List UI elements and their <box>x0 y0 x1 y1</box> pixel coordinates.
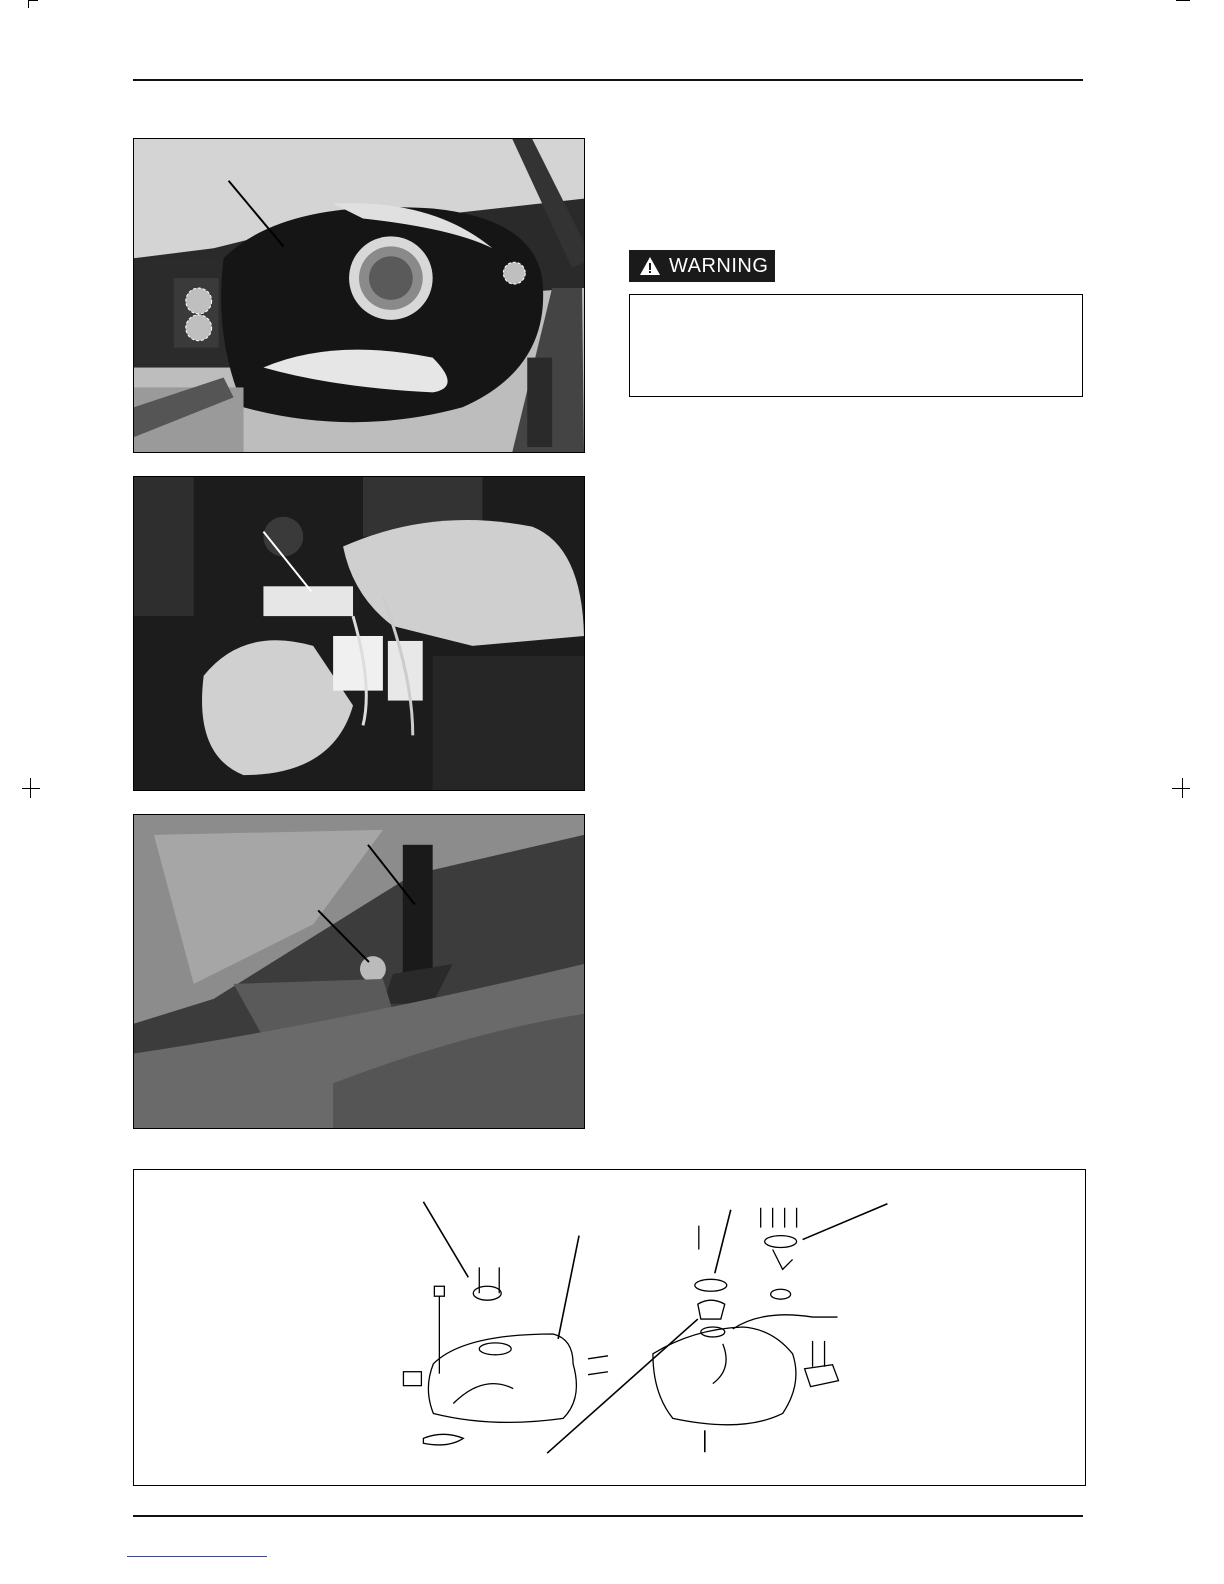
crop-mark-mid-left <box>22 788 40 789</box>
fuel-connector-photo <box>133 476 585 791</box>
warning-box <box>629 294 1083 397</box>
warning-triangle-icon <box>639 256 661 276</box>
footer-link-underline <box>127 1556 267 1557</box>
crop-mark-top-left-v <box>28 0 29 8</box>
fuel-tank-exploded-diagram <box>133 1169 1086 1486</box>
crop-mark-mid-left-v <box>30 778 31 798</box>
footer-rule <box>133 1515 1083 1517</box>
fuel-tank-top-photo <box>133 138 585 453</box>
fuel-tank-outline <box>653 1327 796 1425</box>
warning-badge <box>629 250 775 282</box>
tank-cover-outline <box>428 1334 576 1422</box>
crop-mark-mid-right <box>1172 788 1190 789</box>
fuel-hose-photo <box>133 814 585 1129</box>
crop-mark-top-right <box>1176 0 1190 1</box>
crop-mark-mid-right-v <box>1182 778 1183 798</box>
header-rule <box>133 79 1083 81</box>
warning-label: WARNING <box>669 254 769 277</box>
crop-mark-top-left <box>28 0 38 1</box>
